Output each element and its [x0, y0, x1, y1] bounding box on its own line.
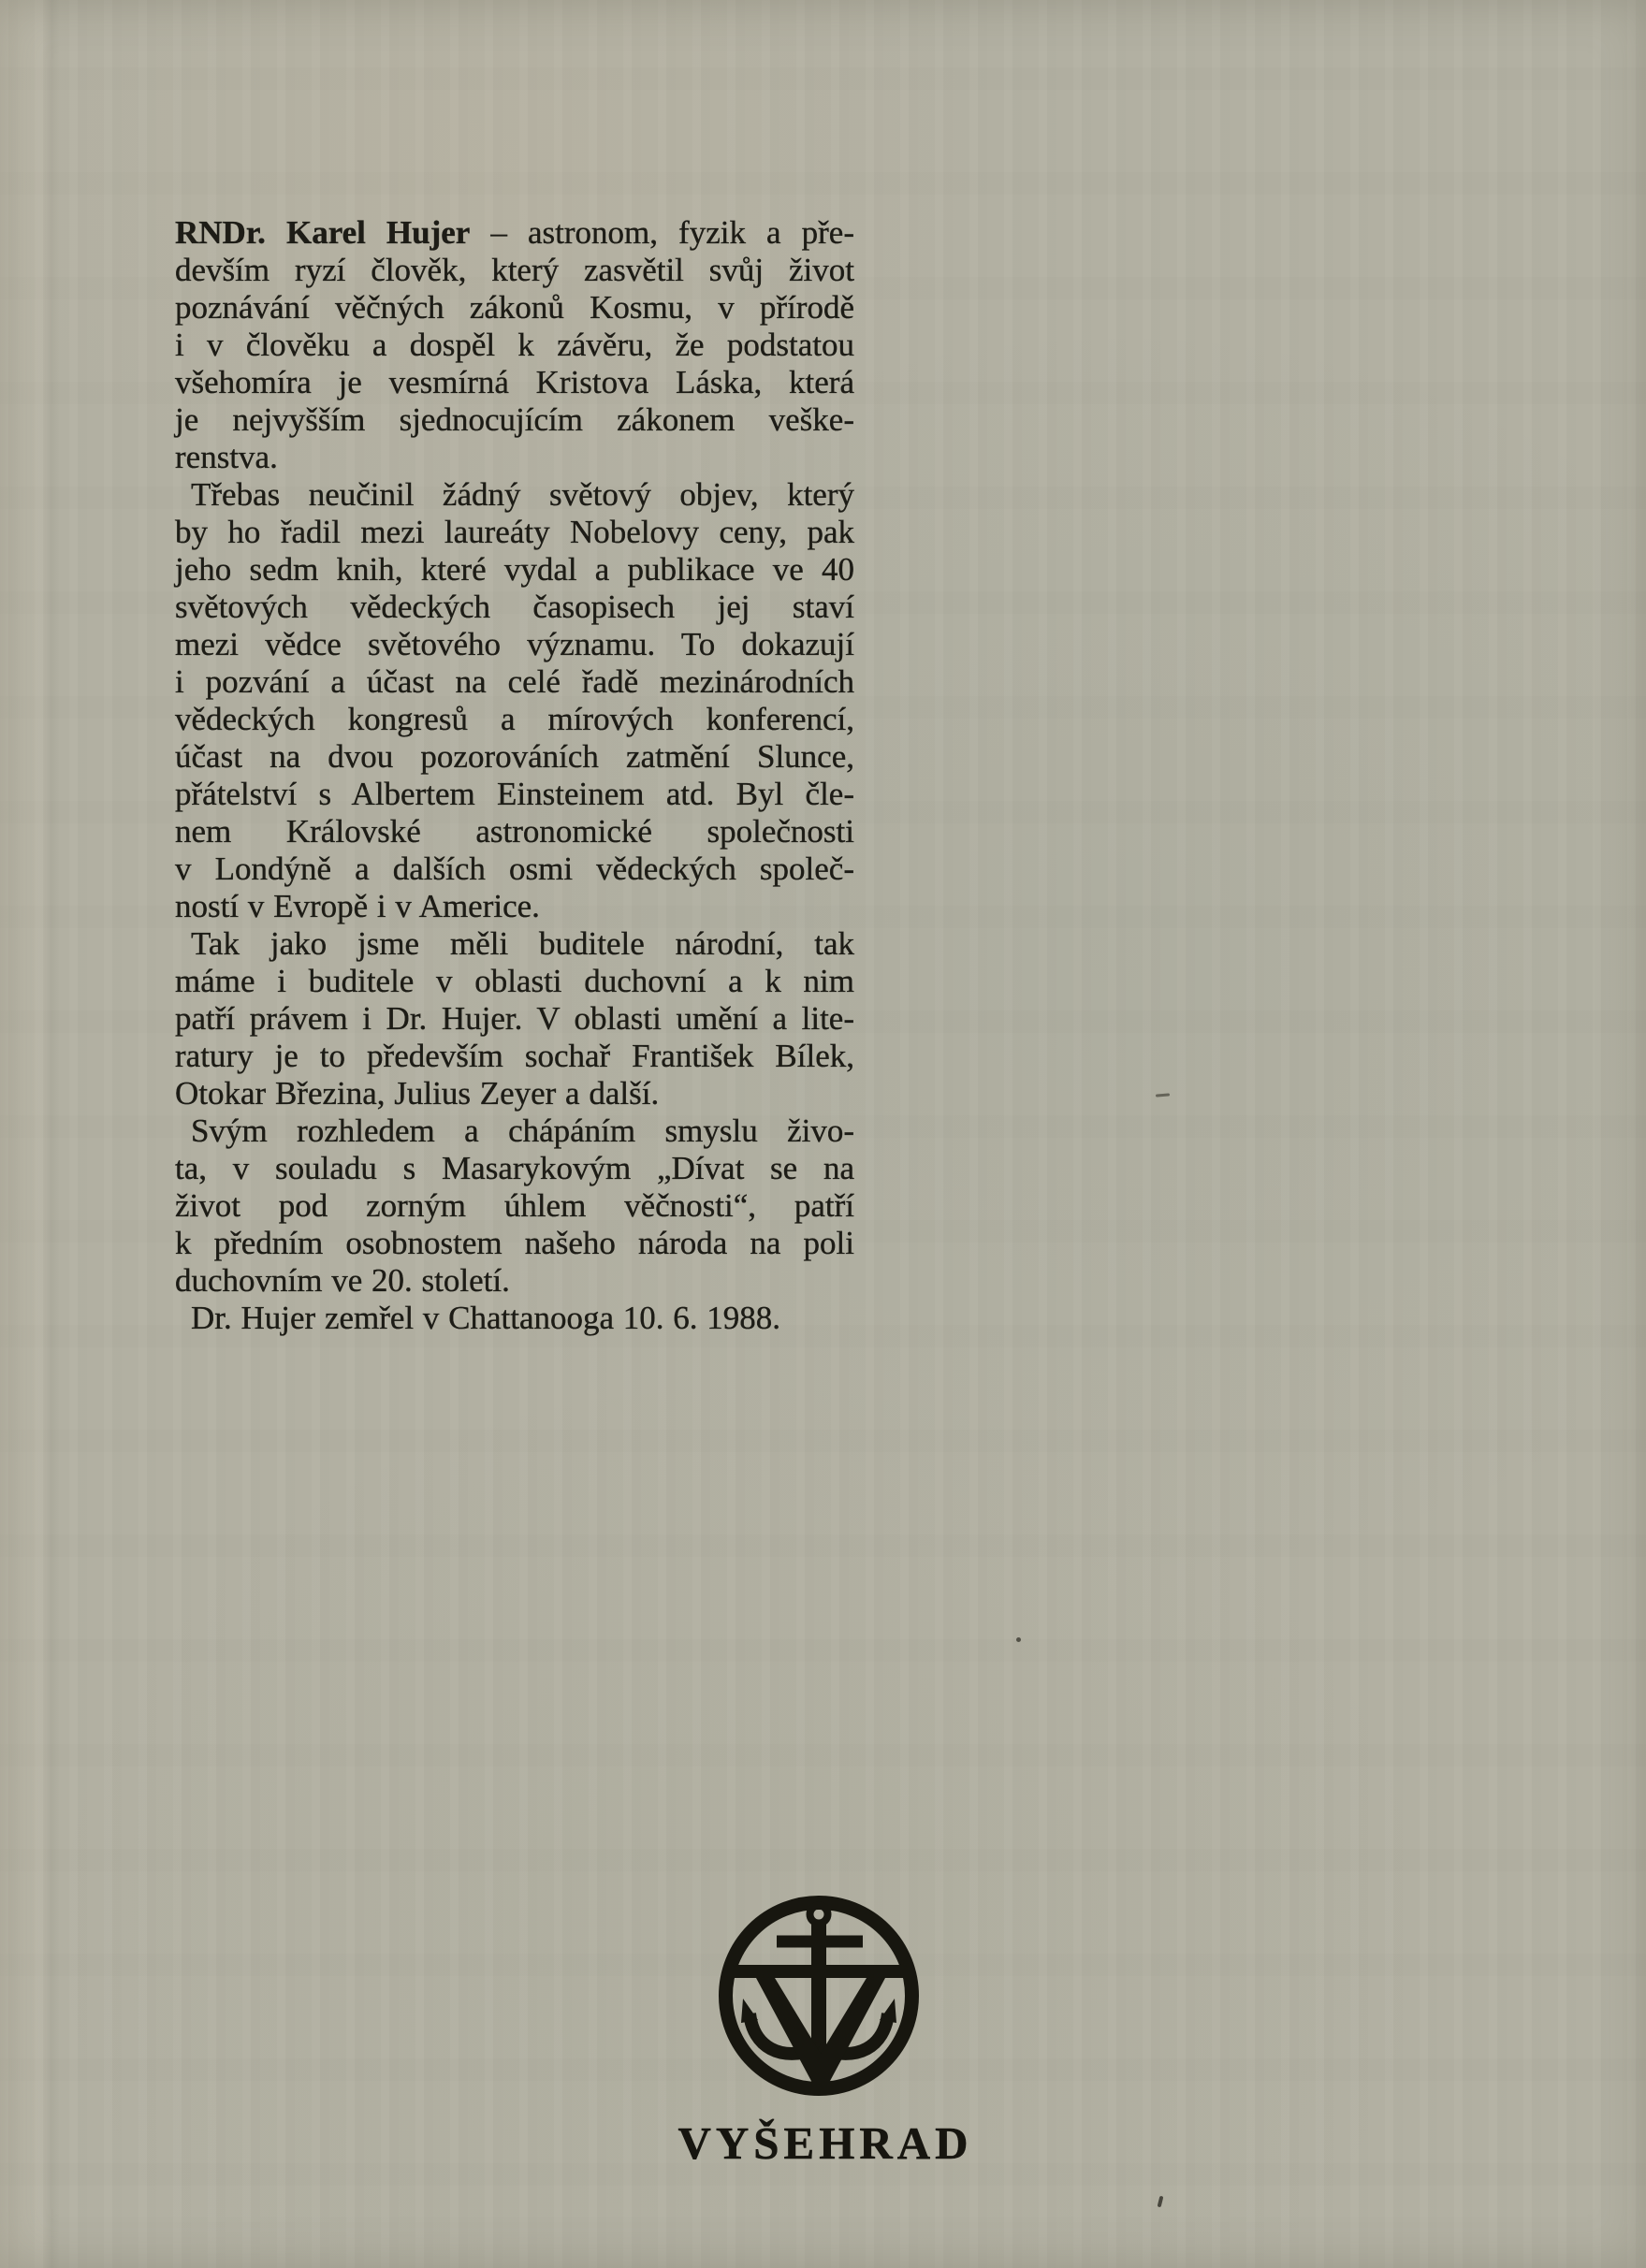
text-line: jeho sedm knih, které vydal a publikace ve 40 [175, 551, 854, 588]
text-line: všehomíra je vesmírná Kristova Láska, která [175, 364, 854, 400]
text-line: k předním osobnostem našeho národa na poli [175, 1225, 854, 1261]
text-line: i pozvání a účast na celé řadě mezinárodních [175, 663, 854, 700]
paper-speck [1158, 2196, 1164, 2208]
text-line: ností v Evropě i v Americe. [175, 888, 540, 924]
text-line: život pod zorným úhlem věčnosti“, patří [175, 1187, 854, 1224]
text-line: mezi vědce světového významu. To dokazují [175, 626, 854, 662]
text-line: Tak jako jsme měli buditele národní, tak [191, 925, 854, 962]
text-line: Třebas neučinil žádný světový objev, který [191, 476, 854, 513]
text-line: renstva. [175, 439, 278, 475]
person-name: RNDr. Karel Hujer [175, 214, 471, 251]
text-line: devším ryzí člověk, který zasvětil svůj život [175, 252, 854, 288]
text-line: vědeckých kongresů a mírových konferencí, [175, 701, 854, 737]
text-line: světových vědeckých časopisech jej staví [175, 589, 854, 625]
paper-speck [1156, 1093, 1170, 1097]
text-line: v Londýně a dalších osmi vědeckých společ- [175, 850, 854, 887]
text-line: přátelství s Albertem Einsteinem atd. Byl čle- [175, 776, 854, 812]
text-line: duchovním ve 20. století. [175, 1262, 510, 1299]
text-line: ratury je to především sochař František Bílek, [175, 1038, 854, 1074]
text-line: máme i buditele v oblasti duchovní a k nim [175, 963, 854, 999]
biography-text [175, 214, 854, 1337]
publisher-wordmark: VYŠEHRAD [677, 2117, 973, 2169]
text-line: Svým rozhledem a chápáním smyslu živo- [191, 1112, 854, 1149]
text-line: Otokar Březina, Julius Zeyer a další. [175, 1075, 660, 1112]
text-line: RNDr. Karel Hujer – astronom, fyzik a pře- [175, 214, 854, 251]
text-line: je nejvyšším sjednocujícím zákonem veške- [175, 401, 854, 438]
text-line: i v člověku a dospěl k závěru, že podstatou [175, 327, 854, 363]
text-line: ta, v souladu s Masarykovým „Dívat se na [175, 1150, 854, 1186]
text-line: účast na dvou pozorováních zatmění Slunce, [175, 738, 854, 775]
text-line: by ho řadil mezi laureáty Nobelovy ceny, pak [175, 514, 854, 550]
vysehrad-anchor-logo-icon [716, 1891, 922, 2101]
paper-speck [1016, 1637, 1021, 1642]
text-line: patří právem i Dr. Hujer. V oblasti umění a lite- [175, 1000, 854, 1037]
text-line: nem Královské astronomické společnosti [175, 813, 854, 850]
text-line: Dr. Hujer zemřel v Chattanooga 10. 6. 1988. [191, 1300, 781, 1336]
text-line: poznávání věčných zákonů Kosmu, v přírodě [175, 289, 854, 326]
